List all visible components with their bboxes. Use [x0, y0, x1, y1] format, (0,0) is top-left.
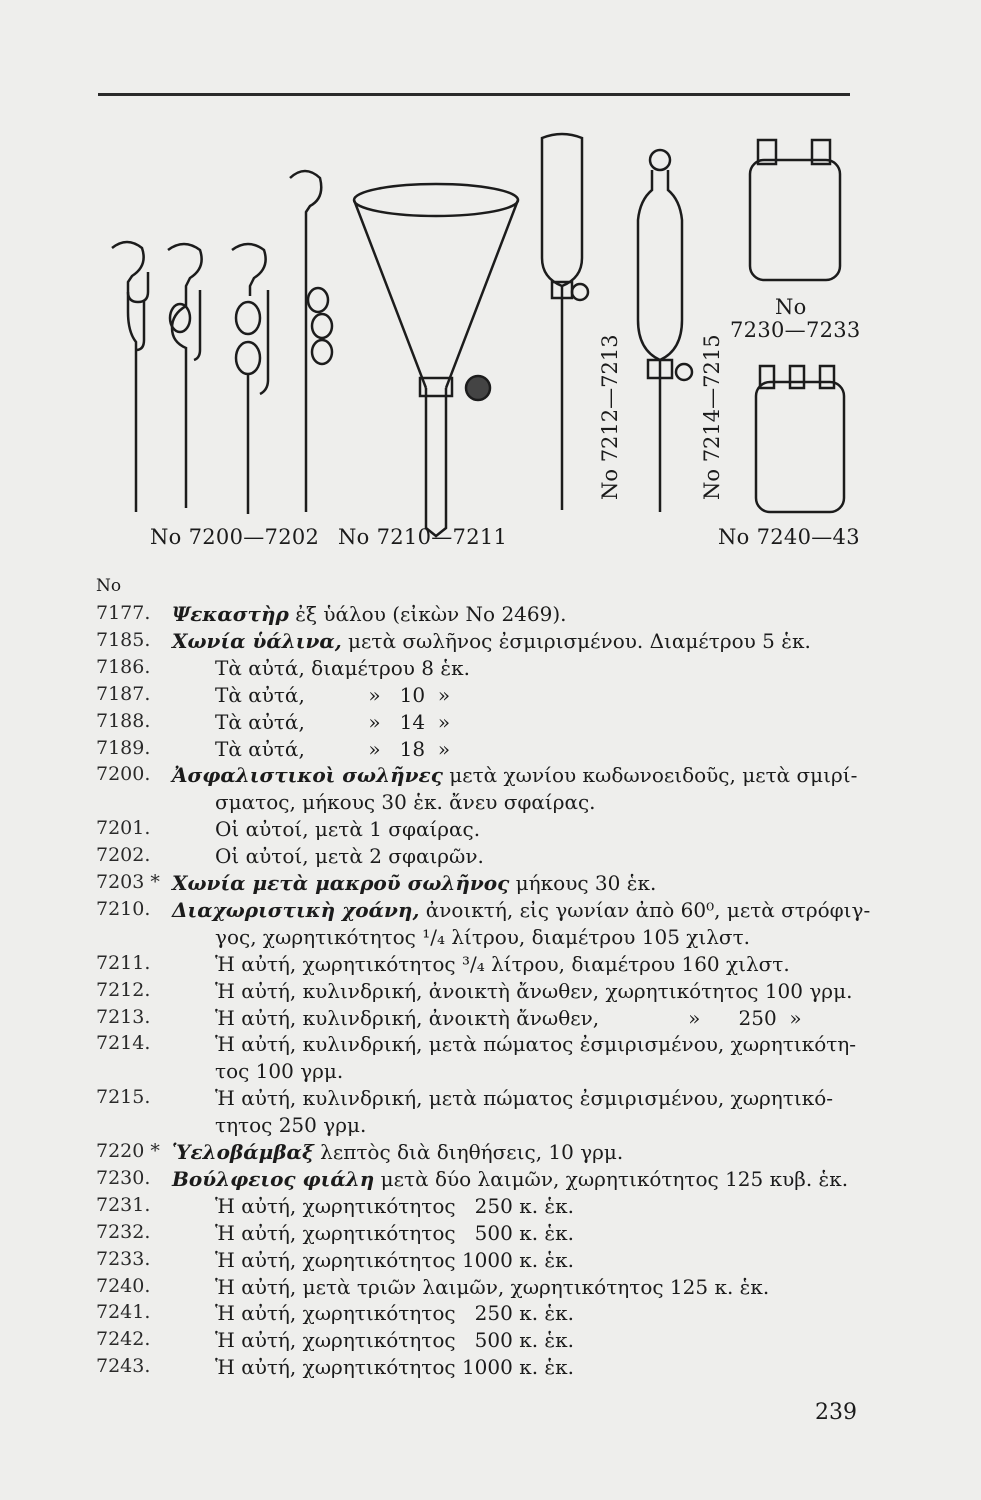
entry-text [215, 1328, 574, 1352]
entry-number: 7213. [96, 1006, 151, 1028]
page-number: 239 [815, 1400, 857, 1425]
entry-description: Ἡ αὐτή, μετὰ τριῶν λαιμῶν, χωρητικότητος 125 κ. ἑκ. [215, 1275, 770, 1299]
catalog-entry [0, 1140, 981, 1166]
entry-description: λεπτὸς διὰ διηθήσεις, 10 γρμ. [313, 1140, 624, 1164]
woulfe-bottle-three-neck-icon [756, 366, 844, 512]
entry-text [172, 898, 870, 922]
catalog-entry [0, 1328, 981, 1354]
entry-text [215, 952, 790, 976]
entry-text [215, 1086, 833, 1110]
list-header: No [96, 576, 122, 596]
entry-description: μετὰ χωνίου κωδωνοειδοῦς, μετὰ σμιρί- [442, 763, 858, 787]
catalog-entry [0, 1194, 981, 1220]
entry-description: Οἱ αὐτοί, μετὰ 1 σφαίρας. [215, 817, 481, 841]
caption-7200: No 7200—7202 [150, 525, 320, 549]
catalog-entry [0, 1221, 981, 1247]
entry-text [215, 1194, 574, 1218]
entry-text [172, 1167, 848, 1191]
entry-text [215, 1006, 802, 1030]
catalog-entry [0, 844, 981, 870]
catalog-entry [0, 871, 981, 897]
entry-number: 7242. [96, 1328, 151, 1350]
entry-description: Ἡ αὐτή, κυλινδρική, μετὰ πώματος ἐσμιρισμένου, χωρητικότη- [215, 1032, 857, 1056]
catalog-entry [0, 817, 981, 843]
entry-description: Τὰ αὐτά, διαμέτρου 8 ἑκ. [215, 656, 470, 680]
entry-text [215, 1355, 574, 1379]
entry-description: μετὰ δύο λαιμῶν, χωρητικότητος 125 κυβ. ἑκ. [374, 1167, 849, 1191]
entry-text [215, 1221, 574, 1245]
entry-description: Οἱ αὐτοί, μετὰ 2 σφαιρῶν. [215, 844, 484, 868]
entry-number: 7214. [96, 1032, 151, 1054]
entry-text [215, 710, 450, 734]
entry-number: 7177. [96, 602, 151, 624]
catalog-entry [0, 1006, 981, 1032]
entry-number: 7185. [96, 629, 151, 651]
catalog-entry [0, 763, 981, 789]
caption-7214: No 7214—7215 [700, 334, 724, 500]
safety-tube-7203-icon [290, 171, 332, 512]
entry-text [172, 1140, 623, 1164]
entry-number: 7189. [96, 737, 151, 759]
entry-description: Ἡ αὐτή, κυλινδρική, μετὰ πώματος ἐσμιρισμένου, χωρητικό- [215, 1086, 833, 1110]
entry-text [215, 1032, 856, 1056]
entry-text [215, 1113, 366, 1137]
catalog-entry [0, 979, 981, 1005]
entry-number: 7202. [96, 844, 151, 866]
entry-description: ἐξ ὑάλου (εἰκὼν Νο 2469). [288, 602, 567, 626]
entry-number: 7210. [96, 898, 151, 920]
entry-description: Ἡ αὐτή, κυλινδρική, ἀνοικτὴ ἄνωθεν, χωρητικότητος 100 γρμ. [215, 979, 853, 1003]
entry-text [215, 737, 450, 761]
entry-title: Βούλφειος φιάλη [172, 1167, 375, 1191]
catalog-entry [0, 925, 981, 951]
catalog-entry [0, 656, 981, 682]
entry-number: 7188. [96, 710, 151, 732]
entry-number: 7215. [96, 1086, 151, 1108]
entry-text [172, 602, 567, 626]
woulfe-bottle-two-neck-icon [750, 140, 840, 280]
entry-description: Τὰ αὐτά, » 18 » [215, 737, 451, 761]
entry-number: 7212. [96, 979, 151, 1001]
entry-description: Ἡ αὐτή, χωρητικότητος 1000 κ. ἑκ. [215, 1248, 575, 1272]
catalog-entry [0, 952, 981, 978]
safety-tube-7200-icon [112, 242, 148, 512]
entry-text [215, 1059, 343, 1083]
catalog-entry [0, 1355, 981, 1381]
catalog-entry [0, 1032, 981, 1058]
entry-number: 7233. [96, 1248, 151, 1270]
glassware-illustration [0, 0, 981, 560]
catalog-entry [0, 1301, 981, 1327]
catalog-entry [0, 898, 981, 924]
entry-number: 7203 * [96, 871, 160, 893]
cylindrical-funnel-icon [542, 134, 588, 510]
entry-number: 7211. [96, 952, 151, 974]
caption-7230-no: No [775, 295, 807, 319]
catalog-entry [0, 1275, 981, 1301]
entry-text [172, 629, 811, 653]
catalog-entry [0, 790, 981, 816]
entry-title: Χωνία μετὰ μακροῦ σωλῆνος [172, 871, 510, 895]
entry-description: Τὰ αὐτά, » 10 » [215, 683, 451, 707]
entry-text [215, 790, 596, 814]
entry-title: Ἀσφαλιστικοὶ σωλῆνες [172, 763, 443, 787]
entry-number: 7240. [96, 1275, 151, 1297]
entry-description: μετὰ σωλῆνος ἐσμιρισμένου. Διαμέτρου 5 ἑκ. [341, 629, 811, 653]
entry-title: Ψεκαστὴρ [172, 602, 289, 626]
caption-7230-range: 7230—7233 [730, 318, 861, 342]
entry-text [172, 871, 656, 895]
entry-text [215, 979, 852, 1003]
caption-7210: No 7210—7211 [338, 525, 508, 549]
entry-number: 7232. [96, 1221, 151, 1243]
entry-description: τος 100 γρμ. [215, 1059, 344, 1083]
funnel-icon [354, 184, 518, 536]
entry-description: Ἡ αὐτή, κυλινδρική, ἀνοικτὴ ἄνωθεν, » 250 » [215, 1006, 802, 1030]
entry-description: ἀνοικτή, εἰς γωνίαν ἀπὸ 60⁰, μετὰ στρόφιγ- [419, 898, 871, 922]
entry-text [215, 656, 470, 680]
entry-title: Χωνία ὑάλινα, [172, 629, 342, 653]
entry-number: 7220 * [96, 1140, 160, 1162]
entry-description: Τὰ αὐτά, » 14 » [215, 710, 451, 734]
entry-text [215, 925, 750, 949]
entry-description: Ἡ αὐτή, χωρητικότητος 500 κ. ἑκ. [215, 1221, 575, 1245]
entry-number: 7201. [96, 817, 151, 839]
entry-description: Ἡ αὐτή, χωρητικότητος 250 κ. ἑκ. [215, 1301, 575, 1325]
entry-description: γος, χωρητικότητος ¹/₄ λίτρου, διαμέτρου 105 χιλστ. [215, 925, 750, 949]
entry-description: Ἡ αὐτή, χωρητικότητος 250 κ. ἑκ. [215, 1194, 575, 1218]
catalog-entry [0, 1113, 981, 1139]
entry-text [215, 1248, 574, 1272]
catalog-entry [0, 1248, 981, 1274]
entry-description: Ἡ αὐτή, χωρητικότητος 1000 κ. ἑκ. [215, 1355, 575, 1379]
catalog-entry [0, 629, 981, 655]
entry-title: Διαχωριστικὴ χοάνη, [172, 898, 420, 922]
entry-text [215, 844, 484, 868]
entry-description: μήκους 30 ἑκ. [509, 871, 657, 895]
entry-description: Ἡ αὐτή, χωρητικότητος 500 κ. ἑκ. [215, 1328, 575, 1352]
stoppered-funnel-icon [638, 150, 692, 512]
entry-title: Ὑελοβάμβαξ [172, 1140, 314, 1164]
entry-number: 7186. [96, 656, 151, 678]
entry-number: 7231. [96, 1194, 151, 1216]
entry-text [215, 1301, 574, 1325]
entry-number: 7230. [96, 1167, 151, 1189]
catalog-entry [0, 1167, 981, 1193]
entry-text [215, 683, 450, 707]
safety-tube-7201-icon [168, 244, 202, 508]
catalog-entry [0, 602, 981, 628]
entry-description: Ἡ αὐτή, χωρητικότητος ³/₄ λίτρου, διαμέτρου 160 χιλστ. [215, 952, 790, 976]
entry-number: 7187. [96, 683, 151, 705]
safety-tube-7202-icon [232, 244, 268, 514]
entry-number: 7243. [96, 1355, 151, 1377]
caption-7240: No 7240—43 [718, 525, 860, 549]
catalog-entry [0, 1059, 981, 1085]
catalog-entry [0, 683, 981, 709]
entry-text [215, 817, 480, 841]
entry-text [215, 1275, 769, 1299]
entry-description: τητος 250 γρμ. [215, 1113, 367, 1137]
entry-number: 7241. [96, 1301, 151, 1323]
caption-7212: No 7212—7213 [598, 334, 622, 500]
catalog-entry [0, 1086, 981, 1112]
catalog-entry [0, 737, 981, 763]
entry-description: σματος, μήκους 30 ἑκ. ἄνευ σφαίρας. [215, 790, 596, 814]
entry-number: 7200. [96, 763, 151, 785]
catalog-entry [0, 710, 981, 736]
entry-text [172, 763, 857, 787]
